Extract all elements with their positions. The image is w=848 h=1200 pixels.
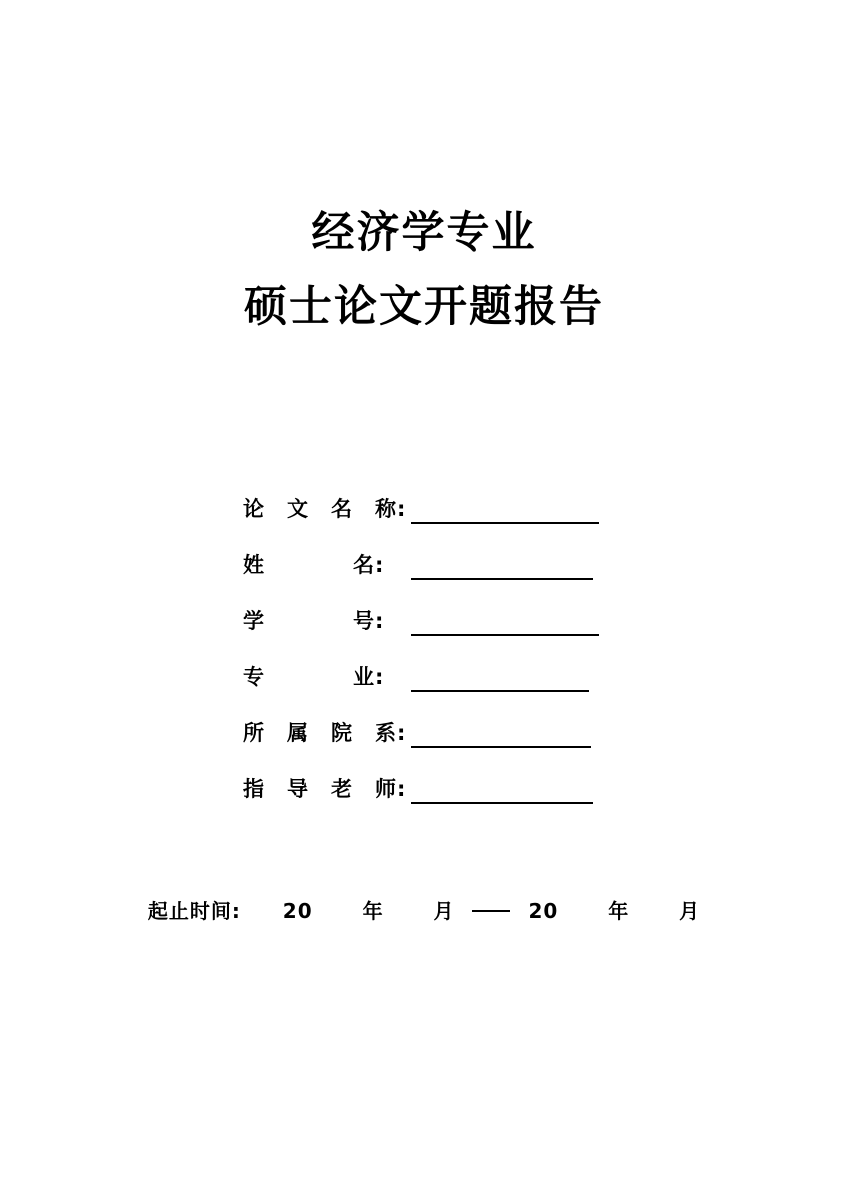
- date-range-line: [0, 895, 848, 924]
- range-dash-icon: [472, 910, 510, 912]
- input-thesis-title[interactable]: [411, 500, 599, 524]
- field-row-advisor: [0, 748, 848, 804]
- field-row-student-id: [0, 580, 848, 636]
- label-name: 姓 名:: [243, 553, 385, 577]
- title-line-1: 经济学专业: [311, 208, 537, 258]
- label-thesis-title: 论 文 名 称:: [243, 497, 407, 521]
- input-department[interactable]: [411, 724, 591, 748]
- input-major[interactable]: [411, 668, 589, 692]
- field-row-department: [0, 692, 848, 748]
- field-row-thesis-title: [0, 468, 848, 524]
- label-department: 所 属 院 系:: [243, 721, 407, 745]
- field-row-name: [0, 524, 848, 580]
- document-title: [0, 196, 848, 344]
- input-student-id[interactable]: [411, 612, 599, 636]
- title-line-2: 硕士论文开题报告: [244, 282, 604, 332]
- input-advisor[interactable]: [411, 780, 593, 804]
- field-row-major: [0, 636, 848, 692]
- start-year-char: 年: [362, 899, 384, 923]
- label-major: 专 业:: [243, 665, 385, 689]
- field-list: [0, 468, 848, 804]
- label-student-id: 学 号:: [243, 609, 385, 633]
- date-prefix-label: 起止时间:: [147, 899, 241, 923]
- label-advisor: 指 导 老 师:: [243, 777, 407, 801]
- end-year-char: 年: [608, 899, 630, 923]
- end-month-char: 月: [679, 899, 701, 923]
- end-year-value[interactable]: 20: [528, 899, 559, 923]
- start-month-char: 月: [433, 899, 455, 923]
- start-year-value[interactable]: 20: [282, 899, 313, 923]
- input-name[interactable]: [411, 556, 593, 580]
